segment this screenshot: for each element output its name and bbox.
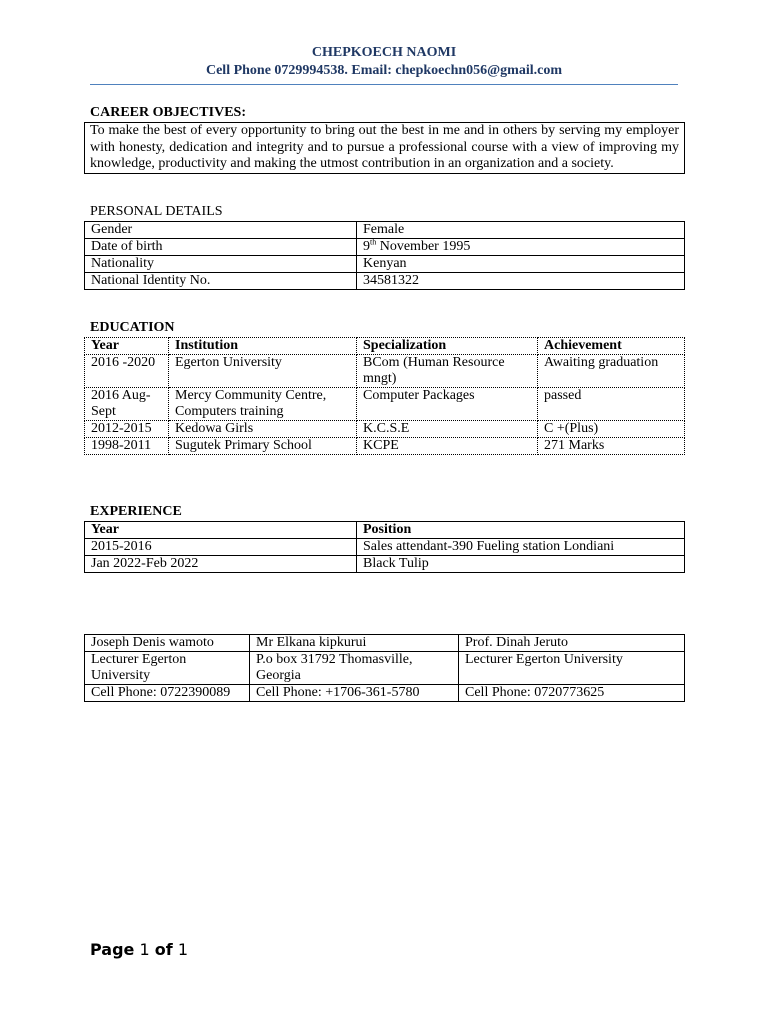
- education-heading: EDUCATION: [90, 320, 175, 335]
- birth-day-suffix: th: [370, 237, 377, 247]
- table-cell: 2016 -2020: [85, 355, 169, 388]
- column-header: Position: [357, 522, 685, 539]
- table-row: [85, 388, 685, 421]
- page-word: Page: [90, 940, 135, 959]
- table-cell: C +(Plus): [538, 421, 685, 438]
- referee-name: Mr Elkana kipkurui: [250, 635, 459, 652]
- table-row: [85, 556, 685, 573]
- table-row: [85, 635, 685, 652]
- career-objectives-heading: CAREER OBJECTIVES:: [90, 105, 246, 120]
- detail-value: [357, 239, 685, 256]
- table-cell: Mercy Community Centre, Computers training: [169, 388, 357, 421]
- referee-phone: Cell Phone: +1706-361-5780: [250, 685, 459, 702]
- table-header-row: [85, 338, 685, 355]
- detail-value: 34581322: [357, 273, 685, 290]
- table-row: [85, 273, 685, 290]
- personal-details-table: [84, 221, 685, 290]
- table-cell: Computer Packages: [357, 388, 538, 421]
- referee-address: Lecturer Egerton University: [459, 652, 685, 685]
- birth-month-year: November 1995: [376, 239, 471, 254]
- education-table: [84, 337, 685, 455]
- detail-value: Kenyan: [357, 256, 685, 273]
- detail-label: National Identity No.: [85, 273, 357, 290]
- table-cell: Kedowa Girls: [169, 421, 357, 438]
- experience-table: [84, 521, 685, 573]
- referee-name: Joseph Denis wamoto: [85, 635, 250, 652]
- table-cell: Black Tulip: [357, 556, 685, 573]
- table-header-row: [85, 522, 685, 539]
- referees-table: [84, 634, 685, 702]
- table-cell: 2015-2016: [85, 539, 357, 556]
- table-cell: 1998-2011: [85, 438, 169, 455]
- page-number-footer: [90, 940, 188, 960]
- table-cell: 2012-2015: [85, 421, 169, 438]
- table-cell: Sugutek Primary School: [169, 438, 357, 455]
- table-row: [85, 256, 685, 273]
- table-row: [85, 539, 685, 556]
- table-cell: Jan 2022-Feb 2022: [85, 556, 357, 573]
- cv-header: [84, 44, 684, 80]
- applicant-name: CHEPKOECH NAOMI: [311, 45, 457, 60]
- column-header: Institution: [169, 338, 357, 355]
- referee-phone: Cell Phone: 0720773625: [459, 685, 685, 702]
- table-cell: passed: [538, 388, 685, 421]
- contact-line: Cell Phone 0729994538. Email: chepkoechn056@gmail.com: [205, 63, 562, 78]
- table-cell: KCPE: [357, 438, 538, 455]
- table-cell: Awaiting graduation: [538, 355, 685, 388]
- table-cell: K.C.S.E: [357, 421, 538, 438]
- detail-label: Date of birth: [85, 239, 357, 256]
- table-cell: 2016 Aug-Sept: [85, 388, 169, 421]
- column-header: Specialization: [357, 338, 538, 355]
- total-pages: 1: [177, 940, 189, 959]
- referee-address: Lecturer Egerton University: [85, 652, 250, 685]
- table-cell: Sales attendant-390 Fueling station Londiani: [357, 539, 685, 556]
- table-cell: 271 Marks: [538, 438, 685, 455]
- birth-day: 9: [363, 239, 370, 254]
- referee-address: P.o box 31792 Thomasville, Georgia: [250, 652, 459, 685]
- table-row: [85, 421, 685, 438]
- detail-label: Nationality: [85, 256, 357, 273]
- current-page: 1: [139, 940, 150, 959]
- column-header: Year: [85, 522, 357, 539]
- referee-name: Prof. Dinah Jeruto: [459, 635, 685, 652]
- header-divider: [90, 84, 678, 85]
- experience-heading: EXPERIENCE: [90, 504, 182, 519]
- table-cell: Egerton University: [169, 355, 357, 388]
- column-header: Achievement: [538, 338, 685, 355]
- table-row: [85, 355, 685, 388]
- career-objectives-box: [84, 122, 685, 174]
- column-header: Year: [85, 338, 169, 355]
- detail-value: Female: [357, 222, 685, 239]
- table-row: [85, 222, 685, 239]
- table-row: [85, 685, 685, 702]
- table-row: [85, 652, 685, 685]
- detail-label: Gender: [85, 222, 357, 239]
- table-cell: BCom (Human Resource mngt): [357, 355, 538, 388]
- referee-phone: Cell Phone: 0722390089: [85, 685, 250, 702]
- career-objectives-text: To make the best of every opportunity to bring out the best in me and in others by serving my employer with honesty, dedication and integrity and to pursue a professional course with a view of improving my knowledge, productivity and making the utmost contribution in an organization and a society.: [90, 123, 679, 171]
- of-word: of: [154, 940, 173, 959]
- personal-details-heading: PERSONAL DETAILS: [90, 204, 223, 219]
- table-row: [85, 239, 685, 256]
- table-row: [85, 438, 685, 455]
